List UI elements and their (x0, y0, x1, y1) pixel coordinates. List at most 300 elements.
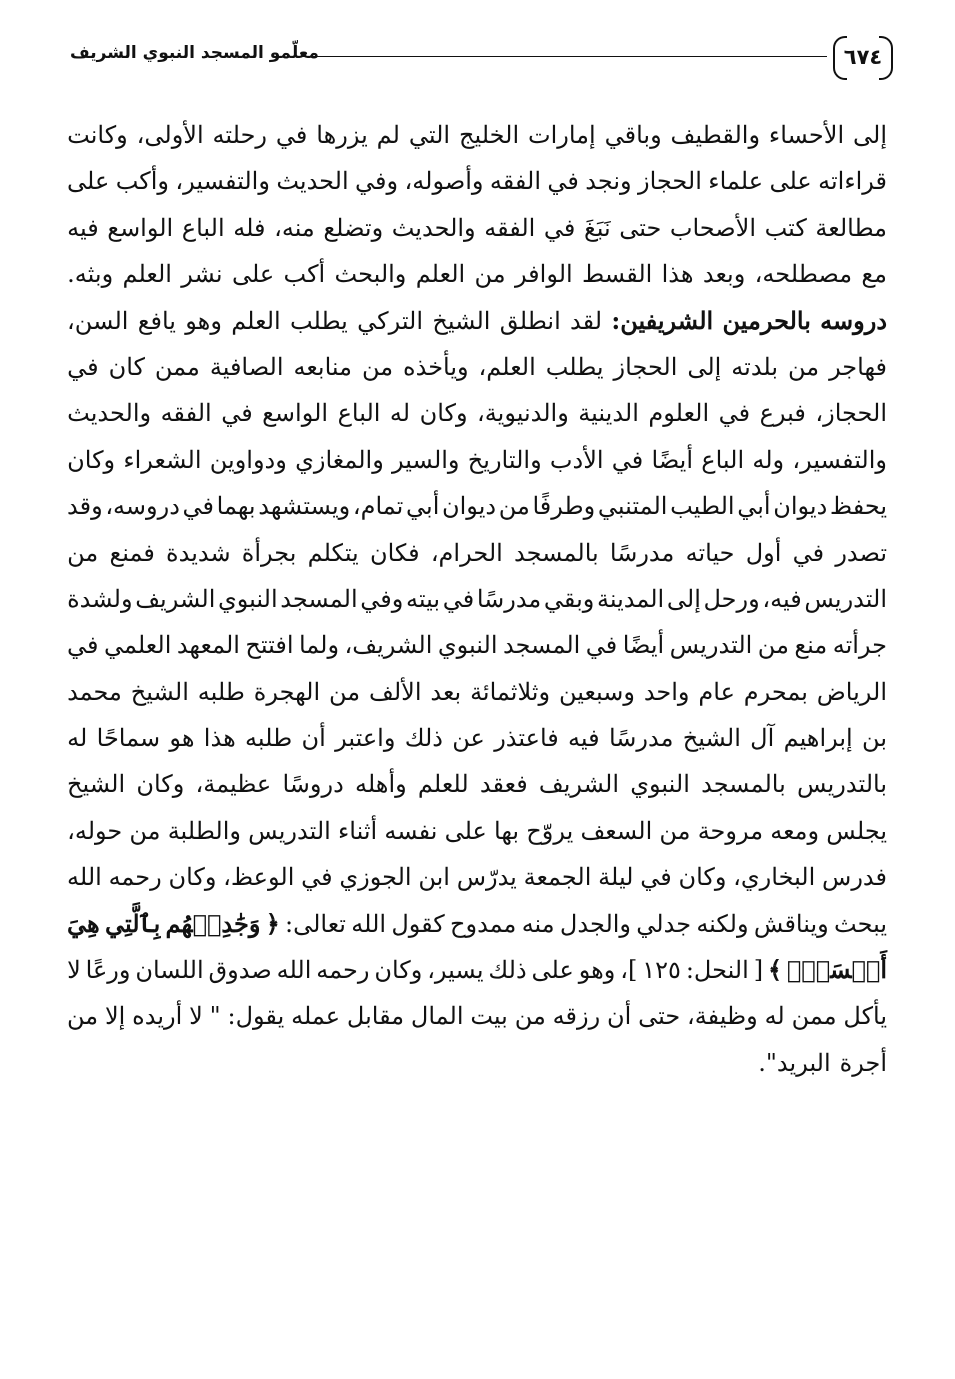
word: رحمه (316, 956, 370, 985)
word: المعهد (176, 631, 240, 660)
word: لا (189, 1002, 203, 1031)
word: البريد". (758, 1048, 831, 1077)
quran-verse-word: هِيَ (67, 908, 100, 938)
word: ليلة (598, 863, 634, 892)
word: في (442, 584, 475, 613)
text-line (67, 854, 887, 900)
word: وكان (67, 445, 116, 474)
word: انطلق (499, 306, 561, 335)
word: عام (698, 677, 735, 706)
word: وكان (136, 770, 185, 799)
word: يحفظ (829, 492, 887, 521)
word: الباع (337, 399, 381, 428)
word: ومعه (770, 816, 820, 845)
word: رحمه (108, 863, 162, 892)
word: مدرسًا (608, 724, 674, 753)
word: يطلب (289, 306, 348, 335)
word: هو (169, 724, 195, 753)
word: من (498, 492, 530, 521)
word: أبي (406, 492, 440, 521)
word: وفي (360, 584, 404, 613)
word: بالمسجد (701, 770, 786, 799)
word: وثلاثمائة (470, 677, 551, 706)
word: بمحرم (743, 677, 808, 706)
word: ولما (298, 631, 340, 660)
word: الحجاز (638, 167, 702, 196)
word: يافع (137, 306, 176, 335)
word: على (769, 167, 812, 196)
text-line (67, 251, 887, 297)
word: حتى (638, 1002, 681, 1031)
word: والجدل (559, 909, 632, 938)
word: للعلم (417, 770, 469, 799)
word: الشريف، (344, 631, 433, 660)
word: كان (108, 352, 145, 381)
word: وأكب (115, 167, 169, 196)
word: سماحًا (96, 724, 161, 753)
word: الأصحاب (669, 213, 757, 242)
word: آل (750, 724, 775, 753)
word: في (67, 352, 99, 381)
word: في (640, 863, 672, 892)
word: وسبعين (558, 677, 635, 706)
word: أكب (283, 260, 326, 289)
word: في (585, 631, 618, 660)
word: أول (745, 538, 782, 567)
word: من (514, 1002, 546, 1031)
word: العلم (415, 260, 466, 289)
word: في (543, 213, 576, 242)
word: وكان (168, 863, 217, 892)
word: حياته (685, 538, 735, 567)
word: أن (301, 724, 326, 753)
word: التدريس (248, 816, 331, 845)
word: العلمي (103, 631, 172, 660)
word: وله (752, 445, 785, 474)
word: بيت (470, 1002, 508, 1031)
word: منه، (274, 213, 315, 242)
word: والقطيف (670, 121, 761, 149)
word: صدوق (208, 956, 272, 985)
word: الفقه (160, 399, 212, 428)
word: في (547, 167, 579, 196)
word: التركي (357, 306, 424, 335)
word: وكانت (67, 121, 128, 149)
word: بعد (430, 677, 462, 706)
word: ممن (154, 352, 200, 381)
word: من (788, 352, 820, 381)
word: البخاري، (733, 863, 816, 892)
word: ذلك (404, 724, 443, 753)
word: بجرأة (241, 538, 297, 567)
word: في (611, 445, 644, 474)
word: أن (607, 1002, 632, 1031)
word: العلم (231, 306, 281, 335)
word: بن (862, 724, 887, 753)
text-line (67, 530, 887, 576)
word: وباقي (604, 121, 662, 149)
word: ورعًا (85, 956, 131, 985)
bracket-left-ornament (833, 36, 847, 80)
word: والتفسير، (175, 167, 270, 196)
word: منع (794, 631, 828, 660)
word: ودواوين (209, 445, 287, 474)
word: الحديث (276, 167, 349, 196)
word: المدينة (596, 584, 665, 613)
word: ممن (791, 1002, 837, 1031)
word: ولكنه (696, 909, 749, 938)
word: بالتدريس (796, 770, 887, 799)
word: المتنبي (597, 492, 668, 521)
word: بيته (406, 584, 441, 613)
word: مطالعة (815, 213, 887, 242)
word: في (275, 121, 308, 149)
word: إلى (853, 121, 887, 149)
word: ممدوح (450, 909, 517, 938)
word: السن، (67, 306, 129, 335)
text-line (67, 1040, 887, 1086)
word: القسط (582, 260, 653, 289)
word: أبي (737, 492, 771, 521)
word: وبقي (543, 584, 595, 613)
word: له (389, 399, 411, 428)
word: وبعد (702, 260, 746, 289)
word: [ (753, 956, 764, 985)
word: المسجد (280, 584, 358, 613)
bold-heading-word: بالحرمين (722, 305, 811, 335)
quran-verse-word: ﴾ (767, 955, 783, 985)
word: الشيخ (130, 677, 189, 706)
word: طلبه (245, 724, 293, 753)
word: التدريس (804, 584, 887, 613)
word: العلم (122, 260, 172, 289)
word: الشيخ (432, 306, 491, 335)
word: ورحل (703, 584, 760, 613)
word: فيه (67, 213, 99, 242)
text-line (67, 993, 887, 1039)
word: النحل: (685, 956, 749, 985)
word: والمغازي (295, 445, 384, 474)
word: هذا (661, 260, 694, 289)
word: محمد (67, 677, 122, 706)
word: لا (67, 956, 81, 985)
quran-verse-word: وَجَٰدِلۡهُم (165, 908, 261, 938)
word: الأولى، (136, 121, 204, 149)
quran-verse-word: بِٱلَّتِي (104, 908, 161, 938)
text-line (67, 483, 887, 529)
text-line (67, 344, 887, 390)
word: على (67, 167, 110, 196)
word: الألف (368, 677, 422, 706)
word: رزقه (552, 1002, 601, 1031)
word: ويأخذه (403, 352, 469, 381)
word: الحجاز (613, 352, 678, 381)
word: مع (861, 260, 887, 289)
word: في (792, 538, 825, 567)
word: الشريف (538, 770, 620, 799)
word: العلم، (478, 352, 536, 381)
word: الواسع (107, 213, 174, 242)
word: من (328, 677, 361, 706)
word: من (67, 1002, 99, 1031)
word: يأكل (843, 1002, 887, 1031)
word: ولشدة (67, 584, 133, 613)
word: تصدر (835, 538, 887, 567)
word: والحديث (67, 399, 152, 428)
word: في (301, 863, 333, 892)
word: إلا (104, 1002, 126, 1031)
word: النبوي (630, 770, 690, 799)
word: واحد (643, 677, 690, 706)
word: إمارات (528, 121, 596, 149)
word: في (221, 399, 253, 428)
word: على (231, 260, 275, 289)
text-line (67, 808, 887, 854)
word: مدرسًا (609, 538, 675, 567)
text-line (67, 761, 887, 807)
word: وكان (374, 956, 423, 985)
word: في (718, 399, 751, 428)
word: هذا (203, 724, 236, 753)
word: الشريف (135, 584, 216, 613)
word: كتب (764, 213, 807, 242)
word: من (659, 816, 691, 845)
word: الهجرة (253, 677, 321, 706)
word: من (129, 816, 161, 845)
word: من (474, 260, 506, 289)
word: مقابل (346, 1002, 405, 1031)
word: منابعه (293, 352, 353, 381)
word: فيه (568, 724, 600, 753)
word: الشيخ (682, 724, 741, 753)
word: المسجد (502, 631, 581, 660)
word: الخليج (458, 121, 520, 149)
word: فاعتذر (494, 724, 559, 753)
word: منه (521, 909, 555, 938)
word: لقد (570, 306, 603, 335)
word: وأصوله، (404, 167, 484, 196)
word: وظيفة، (687, 1002, 758, 1031)
word: الوعظ، (223, 863, 295, 892)
word: الله (276, 956, 312, 985)
word: النبوي (218, 584, 278, 613)
page-number: ٦٧٤ (843, 45, 883, 69)
word: والحديث (391, 213, 476, 242)
word: وتضلع (323, 213, 384, 242)
word: ويناقش (753, 909, 829, 938)
word: نشر (181, 260, 223, 289)
word: أريده (132, 1002, 183, 1031)
word: والتاريخ (467, 445, 542, 474)
text-line (67, 576, 887, 622)
word: والطلبة (167, 816, 241, 845)
word: ونجد (585, 167, 632, 196)
text-line (67, 112, 887, 158)
bold-heading-word: دروسه (820, 305, 887, 335)
word: وكان (419, 399, 468, 428)
word: فبرع (759, 399, 806, 428)
word: عظيمة، (195, 770, 272, 799)
word: حتى (619, 213, 662, 242)
word: على (531, 956, 574, 985)
word: والدنيوية، (477, 399, 569, 428)
text-line (67, 669, 887, 715)
word: فعقد (479, 770, 528, 799)
word: الشعراء (123, 445, 202, 474)
word: ]، (620, 956, 638, 985)
word: وطرفًا (532, 492, 596, 521)
word: مروحة (697, 816, 764, 845)
word: الطيب (670, 492, 735, 521)
word: فيه، (762, 584, 802, 613)
word: أيضًا (651, 445, 694, 474)
word: اللسان (135, 956, 204, 985)
word: نفسه (384, 816, 438, 845)
word: يبحث (834, 909, 887, 938)
word: يسير، (427, 956, 484, 985)
word: دروسه، (105, 492, 180, 521)
word: الفقه (489, 167, 542, 196)
word: وكان (678, 863, 727, 892)
body-text (67, 112, 887, 1086)
word: مصطلحه، (754, 260, 853, 289)
word: بالمسجد (514, 538, 599, 567)
word: وبثه. (67, 260, 114, 289)
word: نَبَغَ (583, 213, 611, 242)
word: الباع (181, 213, 225, 242)
word: فهاجر (829, 352, 887, 381)
word: فكان (369, 538, 420, 567)
word: عن (452, 724, 485, 753)
word: الحجاز، (815, 399, 887, 428)
word: إبراهيم (783, 724, 853, 753)
text-line (67, 298, 887, 344)
text-line (67, 622, 887, 668)
word: الأحساء (768, 121, 845, 149)
quran-verse-word: أَحۡسَنُۚ (786, 955, 887, 985)
text-line (67, 947, 887, 993)
word: في (67, 631, 99, 660)
word: يزرها (316, 121, 368, 149)
word: الوافر (514, 260, 573, 289)
word: الرياض (816, 677, 887, 706)
word: ١٢٥ (642, 956, 681, 985)
word: له (764, 1002, 785, 1031)
word: ابن (418, 863, 450, 892)
word: السعف (580, 816, 653, 845)
word: وقد (67, 492, 103, 521)
word: رحلته (212, 121, 268, 149)
word: بلدته (731, 352, 779, 381)
word: عمله (291, 1002, 341, 1031)
word: ديوان (442, 492, 497, 521)
word: والتفسير، (792, 445, 887, 474)
word: تعالى: (285, 909, 346, 938)
word: يجلس (826, 816, 887, 845)
quran-verse-word: ﴿ (265, 908, 280, 938)
word: جرأته (832, 631, 887, 660)
word: له (67, 724, 88, 753)
word: التدريس (669, 631, 753, 660)
word: يروّح (526, 816, 574, 845)
word: جدلي (636, 909, 692, 938)
word: الله (67, 863, 102, 892)
word: بهما (216, 492, 256, 521)
word: من (67, 538, 99, 567)
word: يطلب (545, 352, 604, 381)
word: دروسًا (282, 770, 344, 799)
word: الباع (701, 445, 745, 474)
word: طلبه (197, 677, 245, 706)
word: وفي (355, 167, 399, 196)
word: النبوي (437, 631, 498, 660)
word: ويستشهد (258, 492, 351, 521)
word: من (361, 352, 394, 381)
word: الله (351, 909, 387, 938)
word: من (757, 631, 789, 660)
text-line (67, 437, 887, 483)
word: افتتح (245, 631, 294, 660)
word: التي (408, 121, 451, 149)
word: الجمعة (523, 863, 592, 892)
word: أثناء (338, 816, 378, 845)
word: يقول: (227, 1002, 285, 1031)
word: فدرس (822, 863, 887, 892)
word: الدينية (578, 399, 639, 428)
word: المال (410, 1002, 464, 1031)
word: يتكلم (307, 538, 359, 567)
word: فمنع (109, 538, 155, 567)
word: " (209, 1002, 221, 1031)
word: والبحث (334, 260, 407, 289)
word: فله (233, 213, 266, 242)
word: إلى (687, 352, 722, 381)
word: الأدب (549, 445, 604, 474)
word: بها (494, 816, 520, 845)
word: العلوم (648, 399, 710, 428)
word: حوله، (67, 816, 123, 845)
word: الشيخ (67, 770, 126, 799)
word: مدرسًا (476, 584, 542, 613)
word: الصافية (209, 352, 284, 381)
word: شديدة (166, 538, 231, 567)
word: الواسع (262, 399, 329, 428)
word: كقول (391, 909, 445, 938)
text-line (67, 390, 887, 436)
word: علماء (708, 167, 764, 196)
word: والسير (392, 445, 460, 474)
word: وأهله (354, 770, 407, 799)
running-title: معلّمو المسجد النبوي الشريف (70, 43, 319, 63)
word: واعتبر (335, 724, 396, 753)
word: قراءاته (818, 167, 887, 196)
word: الجوزي (339, 863, 412, 892)
word: أجرة (839, 1048, 887, 1077)
word: ذلك (488, 956, 527, 985)
text-line (67, 158, 887, 204)
running-header (68, 34, 893, 82)
bracket-right-ornament (879, 36, 893, 80)
word: يدرّس (456, 863, 517, 892)
text-line (67, 205, 887, 251)
word: ديوان (773, 492, 828, 521)
text-line (67, 901, 887, 947)
page-number-frame (833, 34, 893, 80)
word: تمام، (352, 492, 404, 521)
word: إلى (666, 584, 701, 613)
word: أيضًا (622, 631, 665, 660)
word: لم (376, 121, 400, 149)
